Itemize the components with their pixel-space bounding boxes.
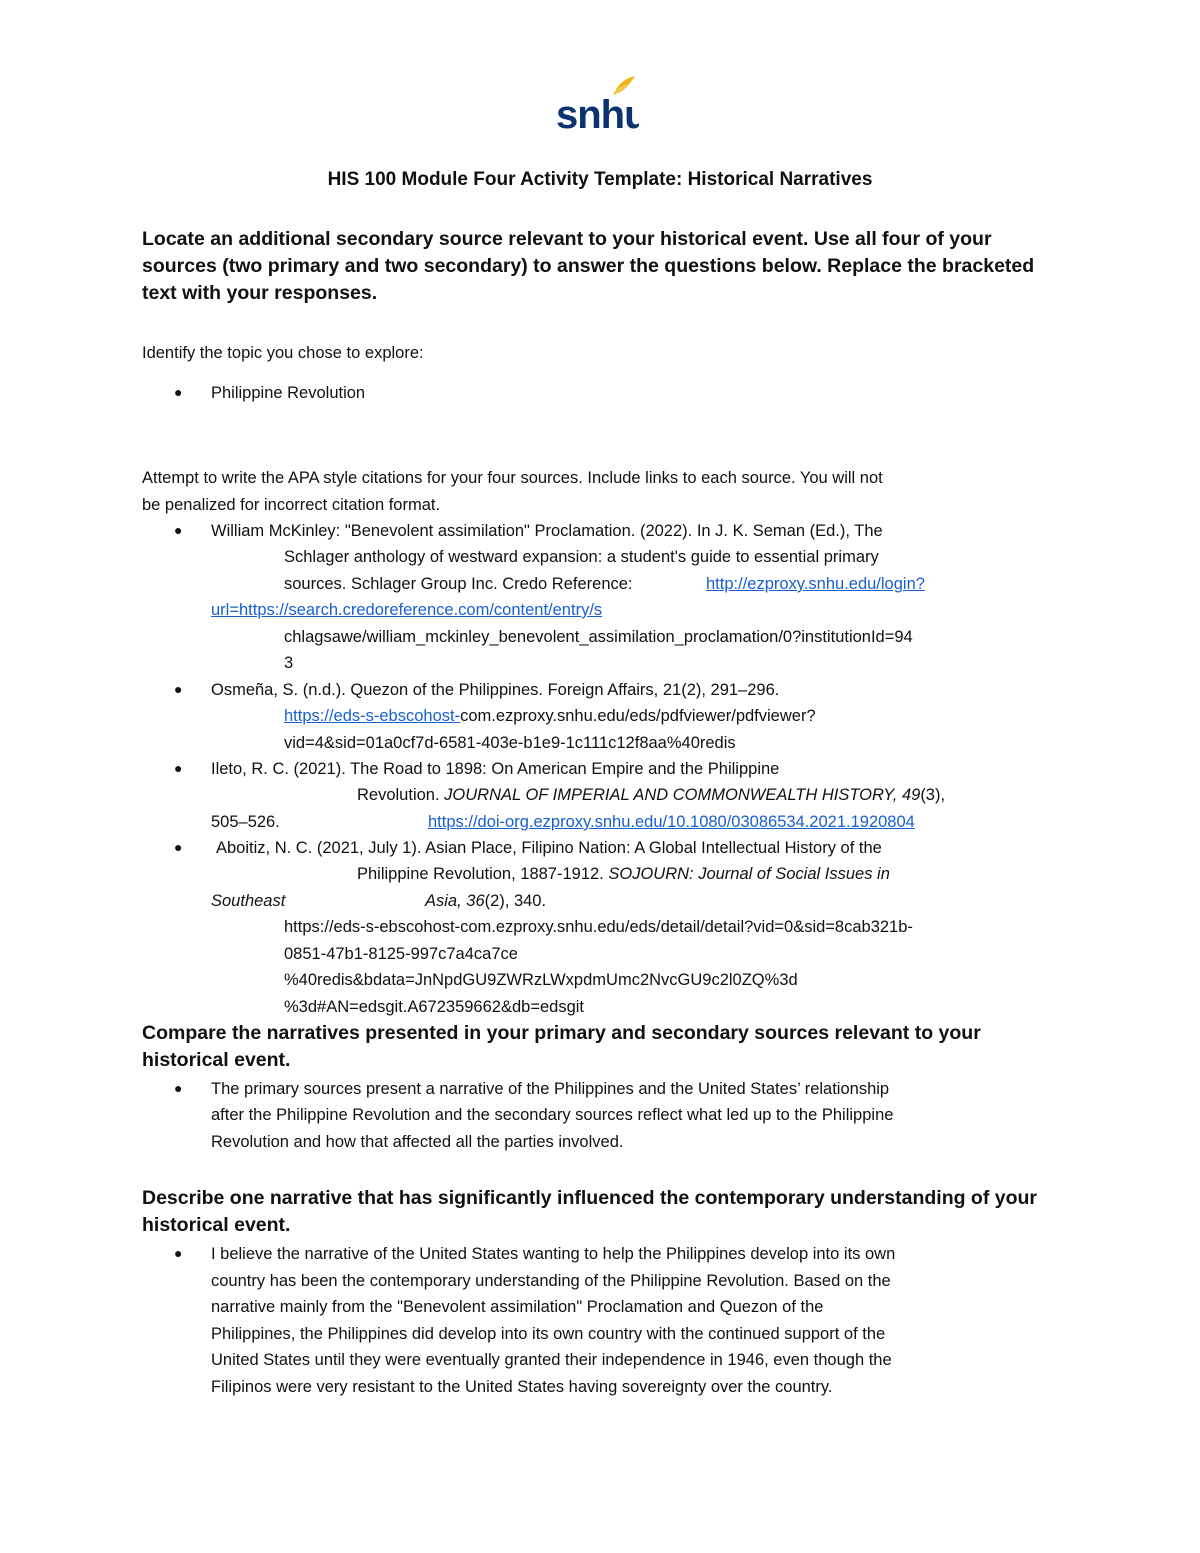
bullet-icon: ● [174, 760, 183, 776]
citation-1-line-3: sources. Schlager Group Inc. Credo Reference: [284, 575, 633, 593]
bullet-icon: ● [174, 1080, 183, 1096]
citation-2-line-2: com.ezproxy.snhu.edu/eds/pdfviewer/pdfviewer? [460, 707, 816, 725]
describe-heading: Describe one narrative that has significantly influenced the contemporary understanding of your historical event. [142, 1187, 1038, 1236]
compare-answer-line-2: after the Philippine Revolution and the secondary sources reflect what led up to the Philippine [211, 1106, 894, 1124]
snhu-logo [555, 74, 639, 132]
citation-3-issue: (3), [920, 786, 946, 804]
bullet-icon: ● [174, 681, 183, 697]
citation-2-line-3: vid=4&sid=01a0cf7d-6581-403e-b1e9-1c111c12f8aa%40redis [284, 734, 736, 752]
citation-1-line-5: 3 [284, 654, 294, 672]
compare-answer-line-3: Revolution and how that affected all the parties involved. [211, 1133, 624, 1151]
citation-1-line-1: William McKinley: "Benevolent assimilation" Proclamation. (2022). In J. K. Seman (Ed.), The [211, 522, 883, 540]
citation-4-journal: SOJOURN: Journal of Social Issues in [608, 865, 890, 883]
describe-answer-line-1: I believe the narrative of the United States wanting to help the Philippines develop into its own [211, 1245, 896, 1263]
compare-heading: Compare the narratives presented in your primary and secondary sources relevant to your historical event. [142, 1022, 981, 1071]
citation-1-line-2: Schlager anthology of westward expansion: a student's guide to essential primary [284, 548, 879, 566]
bullet-icon: ● [174, 1245, 183, 1261]
citation-4-line-6: %40redis&bdata=JnNpdGU9ZWRzLWxpdmUmc2NvcGU9c2l0ZQ%3d [284, 971, 798, 989]
topic-answer: Philippine Revolution [211, 384, 366, 402]
citation-3-link[interactable]: https://doi-org.ezproxy.snhu.edu/10.1080/03086534.2021.1920804 [428, 813, 915, 831]
describe-answer-line-4: Philippines, the Philippines did develop into its own country with the continued support of the [211, 1325, 886, 1343]
bullet-icon: ● [174, 839, 183, 855]
citation-4-line-5: 0851-47b1-8125-997c7a4ca7ce [284, 945, 518, 963]
citation-4-southeast: Southeast [211, 892, 286, 910]
describe-answer-line-3: narrative mainly from the "Benevolent assimilation" Proclamation and Quezon of the [211, 1298, 824, 1316]
citation-4-line-4: https://eds-s-ebscohost-com.ezproxy.snhu.edu/eds/detail/detail?vid=0&sid=8cab321b- [284, 918, 913, 936]
intro-line-1: Locate an additional secondary source relevant to your historical event. Use all four of your [142, 228, 992, 250]
citation-2-line-1: Osmeña, S. (n.d.). Quezon of the Philippines. Foreign Affairs, 21(2), 291–296. [211, 681, 780, 699]
describe-answer-line-6: Filipinos were very resistant to the United States having sovereignty over the country. [211, 1378, 833, 1396]
describe-answer-line-5: United States until they were eventually granted their independence in 1946, even though the [211, 1351, 892, 1369]
citation-1-link-part-2[interactable]: url=https://search.credoreference.com/content/entry/s [211, 601, 603, 619]
citation-4-line-7: %3d#AN=edsgit.A672359662&db=edsgit [284, 998, 584, 1016]
bullet-icon: ● [174, 522, 183, 538]
citation-1-link-part-1[interactable]: http://ezproxy.snhu.edu/login? [706, 575, 925, 593]
citation-4-line-1: Aboitiz, N. C. (2021, July 1). Asian Place, Filipino Nation: A Global Intellectual History of the [216, 839, 882, 857]
citations-prompt-2: be penalized for incorrect citation format. [142, 496, 441, 514]
citation-4-title: Philippine Revolution, 1887-1912. [357, 865, 604, 883]
citations-prompt-1: Attempt to write the APA style citations for your four sources. Include links to each source. You will not [142, 469, 883, 487]
citation-1-line-4: chlagsawe/william_mckinley_benevolent_assimilation_proclamation/0?institutionId=94 [284, 628, 913, 646]
compare-answer-line-1: The primary sources present a narrative of the Philippines and the United States’ relationship [211, 1080, 890, 1098]
intro-line-3: text with your responses. [142, 282, 378, 304]
snhu-logo-graphic [555, 74, 639, 132]
citation-4-issue: (2), 340. [484, 892, 547, 910]
citation-3-revolution: Revolution. [357, 786, 440, 804]
citation-3-journal: JOURNAL OF IMPERIAL AND COMMONWEALTH HISTORY, 49 [444, 786, 921, 804]
citation-4-asia: Asia, 36 [425, 892, 485, 910]
describe-answer-line-2: country has been the contemporary understanding of the Philippine Revolution. Based on the [211, 1272, 891, 1290]
citation-2-link[interactable]: https://eds-s-ebscohost- [284, 707, 461, 725]
bullet-icon: ● [174, 384, 183, 400]
citation-3-pages: 505–526. [211, 813, 280, 831]
topic-prompt: Identify the topic you chose to explore: [142, 344, 424, 362]
svg-text:snhu: snhu [556, 93, 639, 132]
citation-3-line-1: Ileto, R. C. (2021). The Road to 1898: On American Empire and the Philippine [211, 760, 780, 778]
intro-line-2: sources (two primary and two secondary) to answer the questions below. Replace the bracketed [142, 255, 1035, 277]
page-title: HIS 100 Module Four Activity Template: Historical Narratives [327, 169, 873, 190]
